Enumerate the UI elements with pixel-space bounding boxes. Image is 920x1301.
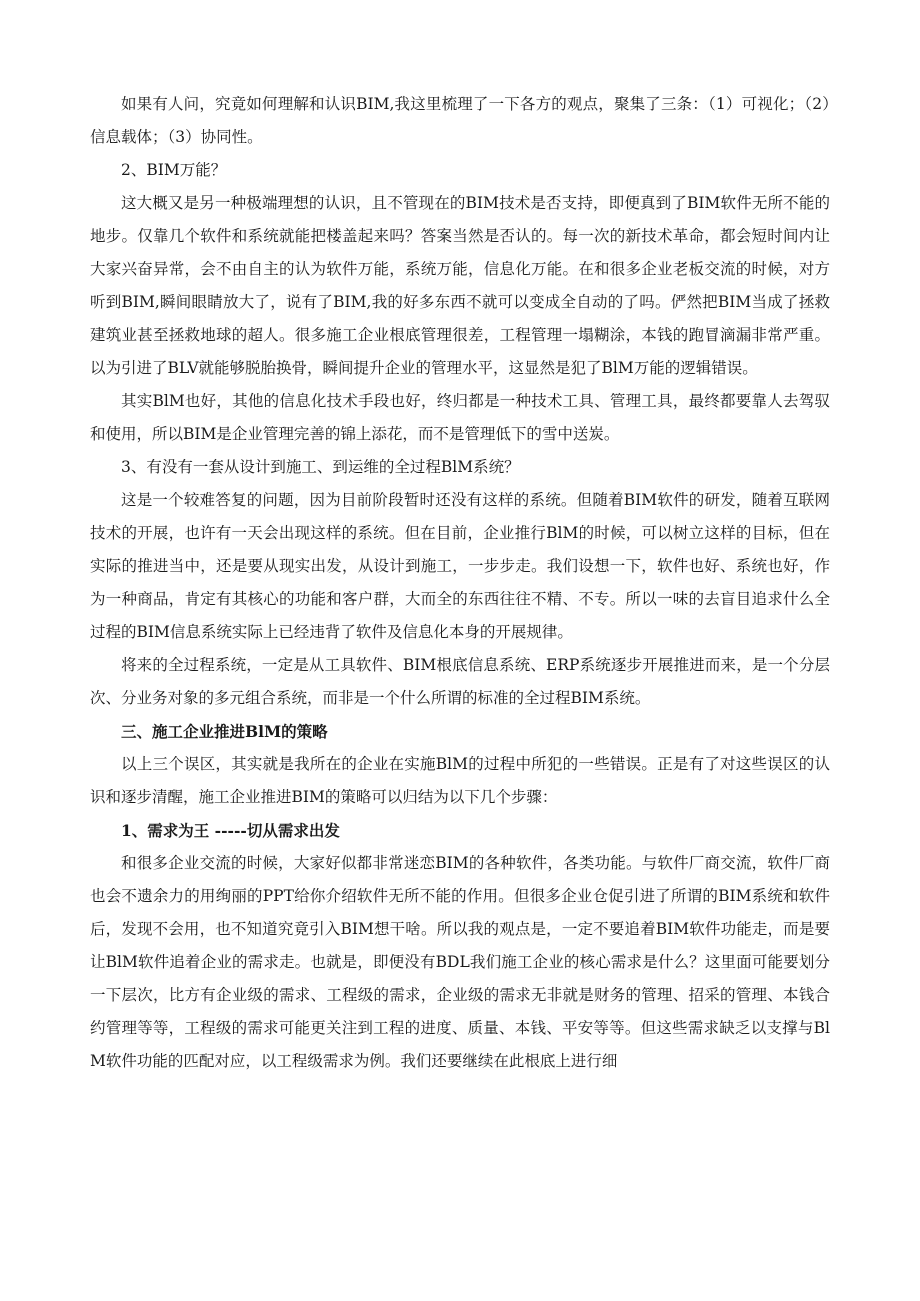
document-page [90, 88, 830, 1078]
paragraph-strategy-intro: 以上三个误区，其实就是我所在的企业在实施BlM的过程中所犯的一些错误。正是有了对这些误区的认识和逐步清醒，施工企业推进BIM的策略可以归结为以下几个步骤： [90, 755, 830, 806]
paragraph-bim-understanding: 如果有人问，究竟如何理解和认识BIM,我这里梳理了一下各方的观点，聚集了三条：（1）可视化；（2）信息载体；（3）协同性。 [90, 95, 830, 146]
paragraph-demand-first: 和很多企业交流的时候，大家好似都非常迷恋BIM的各种软件，各类功能。与软件厂商交流，软件厂商也会不遗余力的用绚丽的PPT给你介绍软件无所不能的作用。但很多企业仓促引进了所谓的BIM系统和软件后，发现不会用，也不知道究竟引入BIM想干啥。所以我的观点是，一定不要追着BIM软件功能走，而是要让BlM软件追着企业的需求走。也就是，即便没有BDL我们施工企业的核心需求是什么？这里面可能要划分一下层次，比方有企业级的需求、工程级的需求，企业级的需求无非就是财务的管理、招采的管理、本钱合约管理等等，工程级的需求可能更关注到工程的进度、质量、本钱、平安等等。但这些需求缺乏以支撑与BlM软件功能的匹配对应，以工程级需求为例。我们还要继续在此根底上进行细 [90, 854, 830, 1070]
paragraph-bim-tool: 其实BlM也好，其他的信息化技术手段也好，终归都是一种技术工具、管理工具，最终都要靠人去驾驭和使用，所以BIM是企业管理完善的锦上添花，而不是管理低下的雪中送炭。 [90, 392, 830, 443]
heading-demand-first: 1、需求为王 -----切从需求出发 [121, 821, 340, 840]
section-title-full-process: 3、有没有一套从设计到施工、到运维的全过程BlM系统？ [121, 458, 520, 476]
paragraph-future-system: 将来的全过程系统，一定是从工具软件、BIM根底信息系统、ERP系统逐步开展推进而来，是一个分层次、分业务对象的多元组合系统，而非是一个什么所谓的标准的全过程BIM系统。 [90, 656, 830, 707]
section-title-bim-omnipotent: 2、BIM万能？ [121, 161, 227, 179]
paragraph-bim-omnipotent: 这大概又是另一种极端理想的认识，且不管现在的BIM技术是否支持，即便真到了BIM软件无所不能的地步。仅靠几个软件和系统就能把楼盖起来吗？答案当然是否认的。每一次的新技术革命，都会短时间内让大家兴奋异常，会不由自主的认为软件万能，系统万能，信息化万能。在和很多企业老板交流的时候，对方听到BIM,瞬间眼睛放大了，说有了BIM,我的好多东西不就可以变成全自动的了吗。俨然把BIM当成了拯救建筑业甚至拯救地球的超人。很多施工企业根底管理很差，工程管理一塌糊涂，本钱的跑冒滴漏非常严重。以为引进了BLV就能够脱胎换骨，瞬间提升企业的管理水平，这显然是犯了BlM万能的逻辑错误。 [90, 194, 830, 377]
heading-strategy: 三、施工企业推进BlM的策略 [121, 722, 328, 741]
paragraph-full-process: 这是一个较难答复的问题，因为目前阶段暂时还没有这样的系统。但随着BIM软件的研发，随着互联网技术的开展，也许有一天会出现这样的系统。但在目前，企业推行BlM的时候，可以树立这样的目标，但在实际的推进当中，还是要从现实出发，从设计到施工，一步步走。我们设想一下，软件也好、系统也好，作为一种商品，肯定有其核心的功能和客户群，大而全的东西往往不精、不专。所以一味的去盲目追求什么全过程的BIM信息系统实际上已经违背了软件及信息化本身的开展规律。 [90, 491, 830, 641]
